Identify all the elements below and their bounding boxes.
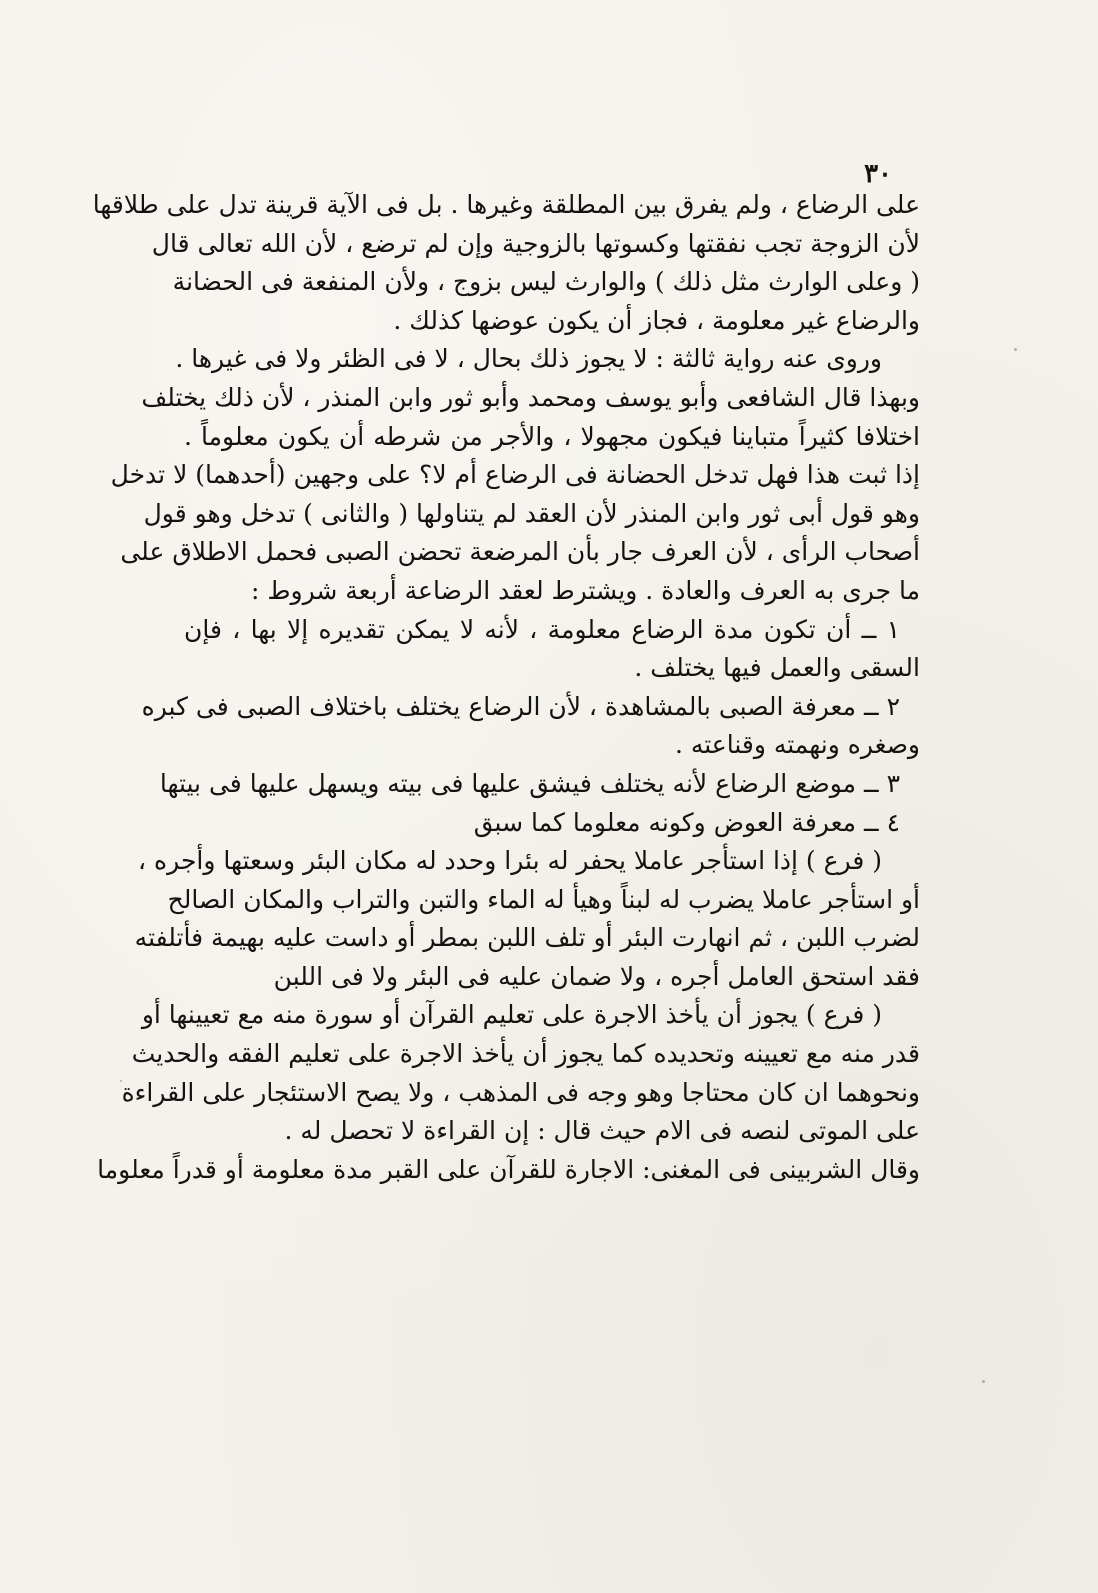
text-line-1: على الرضاع ، ولم يفرق بين المطلقة وغيرها . بل فى الآية قرينة تدل على طلاقها (92, 190, 920, 219)
list-item-3: ٣ ــ موضع الرضاع لأنه يختلف فيشق عليها فى بيته ويسهل عليها فى بيتها (159, 768, 900, 798)
list-item-2: ٢ ــ معرفة الصبى بالمشاهدة ، لأن الرضاع يختلف باختلاف الصبى فى كبره (141, 691, 900, 721)
text-line-7: اختلافا كثيراً متباينا فيكون مجهولا ، والأجر من شرطه أن يكون معلوماً . (184, 421, 920, 451)
list-item-4: ٤ ــ معرفة العوض وكونه معلوما كما سبق (473, 807, 900, 837)
text-line-3: ( وعلى الوارث مثل ذلك ) والوارث ليس بزوج ، ولأن المنفعة فى الحضانة (172, 267, 920, 297)
scan-speck (120, 1080, 122, 1082)
text-line-19: أو استأجر عاملا يضرب له لبناً وهيأ له الماء والتبن والتراب والمكان الصالح (167, 884, 920, 914)
text-line-5: وروى عنه رواية ثالثة : لا يجوز ذلك بحال ، لا فى الظئر ولا فى غيرها . (175, 344, 882, 374)
list-item-2-continued: وصغره ونهمته وقناعته . (674, 730, 920, 760)
text-line-25: على الموتى لنصه فى الام حيث قال : إن القراءة لا تحصل له . (284, 1116, 920, 1146)
text-line-22: ( فرع ) يجوز أن يأخذ الاجرة على تعليم القرآن أو سورة منه مع تعيينها أو (141, 1000, 882, 1030)
text-line-18: ( فرع ) إذا استأجر عاملا يحفر له بئرا وحدد له مكان البئر وسعتها وأجره ، (138, 846, 882, 876)
text-line-4: والرضاع غير معلومة ، فجاز أن يكون عوضها كذلك . (393, 305, 920, 335)
text-line-8: إذا ثبت هذا فهل تدخل الحضانة فى الرضاع أم لا؟ على وجهين (أحدهما) لا تدخل (110, 460, 920, 490)
text-line-2: لأن الزوجة تجب نفقتها وكسوتها بالزوجية وإن لم ترضع ، لأن الله تعالى قال (151, 228, 920, 258)
body-text (92, 186, 920, 1189)
scan-speck (982, 1380, 985, 1383)
list-item-1: ١ ــ أن تكون مدة الرضاع معلومة ، لأنه لا يمكن تقديره إلا بها ، فإن (184, 614, 900, 644)
text-line-24: ونحوهما ان كان محتاجا وهو وجه فى المذهب ، ولا يصح الاستئجار على القراءة (121, 1077, 920, 1107)
text-line-20: لضرب اللبن ، ثم انهارت البئر أو تلف اللبن بمطر أو داست عليه بهيمة فأتلفته (134, 923, 920, 953)
page-number: ٣٠ (864, 159, 892, 189)
text-line-26: وقال الشربينى فى المغنى: الاجارة للقرآن على القبر مدة معلومة أو قدراً معلوما (97, 1154, 920, 1184)
scan-speck (1014, 348, 1017, 351)
text-line-6: وبهذا قال الشافعى وأبو يوسف ومحمد وأبو ثور وابن المنذر ، لأن ذلك يختلف (141, 382, 920, 412)
text-line-23: قدر منه مع تعيينه وتحديده كما يجوز أن يأخذ الاجرة على تعليم الفقه والحديث (131, 1039, 920, 1069)
text-line-11: ما جرى به العرف والعادة . ويشترط لعقد الرضاعة أربعة شروط : (251, 575, 920, 605)
text-line-9: وهو قول أبى ثور وابن المنذر لأن العقد لم يتناولها ( والثانى ) تدخل وهو قول (143, 498, 920, 528)
text-line-21: فقد استحق العامل أجره ، ولا ضمان عليه فى البئر ولا فى اللبن (273, 961, 920, 991)
text-line-10: أصحاب الرأى ، لأن العرف جار بأن المرضعة تحضن الصبى فحمل الاطلاق على (120, 537, 920, 567)
list-item-1-continued: السقى والعمل فيها يختلف . (634, 653, 920, 683)
